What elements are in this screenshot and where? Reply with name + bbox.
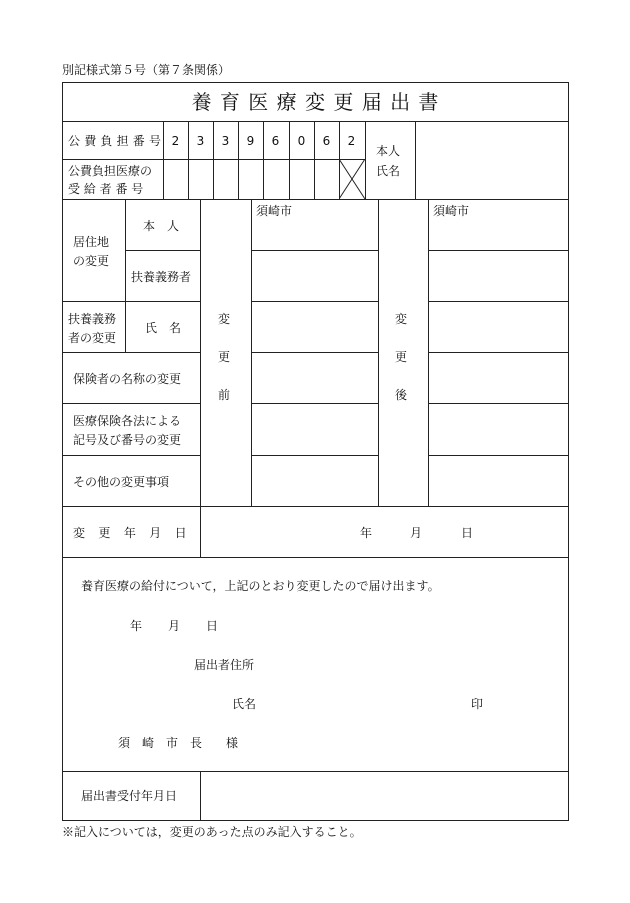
payer-digit: 9 <box>246 134 255 148</box>
receipt-date-label: 届出書受付年月日 <box>81 789 178 803</box>
change-date-year: 年 <box>360 526 373 540</box>
supporter-change-line2: 者の変更 <box>68 331 117 345</box>
submit-month: 月 <box>168 619 181 633</box>
self-label: 本 人 <box>143 219 180 233</box>
footnote: ※記入については，変更のあった点のみ記入すること。 <box>62 825 362 839</box>
person-name-label-line1: 本人 <box>376 144 401 158</box>
payer-digit: 0 <box>297 134 306 148</box>
submitter-address-label: 届出者住所 <box>194 658 255 672</box>
submit-year: 年 <box>130 619 143 633</box>
payer-digit: 6 <box>271 134 280 148</box>
city-before: 須崎市 <box>256 204 293 218</box>
payer-digit: 6 <box>322 134 331 148</box>
insurance-change-line1: 医療保険各法による <box>73 414 182 428</box>
person-name-label-line2: 氏名 <box>376 164 401 178</box>
insurer-change-label: 保険者の名称の変更 <box>73 372 182 386</box>
form-title: 養 育 医 療 変 更 届 出 書 <box>191 90 440 114</box>
supporter-label: 扶養義務者 <box>131 270 192 284</box>
seal-label: 印 <box>471 697 484 711</box>
form-number: 別記様式第５号（第７条関係） <box>62 63 231 77</box>
payer-digit: 2 <box>347 134 356 148</box>
after-label: 変 更 後 <box>395 312 408 402</box>
residence-change-line2: の変更 <box>73 254 110 268</box>
residence-change-line1: 居住地 <box>73 235 110 249</box>
payer-digit: 3 <box>221 134 230 148</box>
recipient-number-label-line2: 受 給 者 番 号 <box>68 182 144 196</box>
submitter-name-label: 氏名 <box>232 697 257 711</box>
insurance-change-line2: 記号及び番号の変更 <box>73 433 182 447</box>
payer-digit: 2 <box>171 134 180 148</box>
name-label: 氏 名 <box>145 321 182 335</box>
city-after: 須崎市 <box>433 204 470 218</box>
other-changes-label: その他の変更事項 <box>73 475 170 489</box>
supporter-change-line1: 扶養義務 <box>68 312 117 326</box>
declaration-text: 養育医療の給付について，上記のとおり変更したので届け出ます。 <box>81 579 440 593</box>
public-expense-payer-number-label: 公費負担番号 <box>68 134 166 148</box>
change-date-day: 日 <box>461 526 474 540</box>
addressee: 須 崎 市 長 様 <box>118 736 239 750</box>
recipient-number-label-line1: 公費負担医療の <box>68 164 153 178</box>
cross-mark-icon <box>339 159 365 199</box>
change-date-label: 変 更 年 月 日 <box>73 526 192 540</box>
payer-digit: 3 <box>196 134 205 148</box>
before-label: 変 更 前 <box>218 312 231 402</box>
change-date-month: 月 <box>410 526 423 540</box>
submit-day: 日 <box>206 619 219 633</box>
